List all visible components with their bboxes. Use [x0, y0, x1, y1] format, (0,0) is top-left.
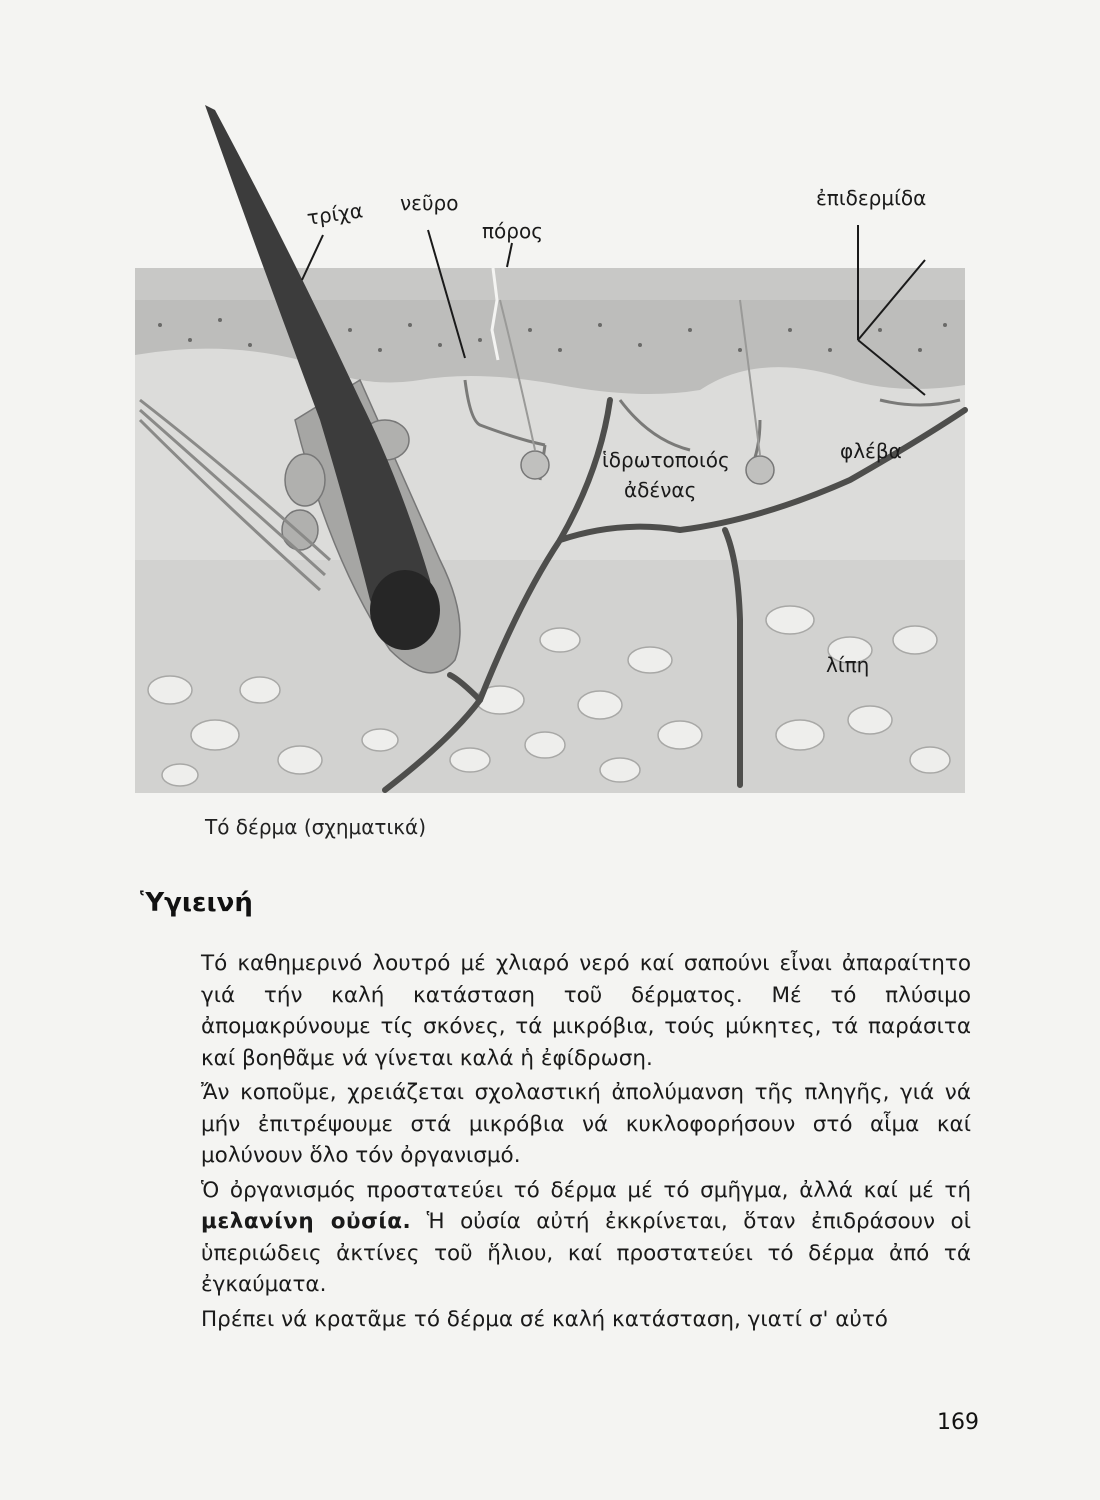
epidermis-layer [135, 268, 965, 300]
page-number: 169 [937, 1410, 979, 1435]
label-vein: φλέβα [840, 439, 902, 463]
label-epidermis: ἐπιδερμίδα [816, 186, 927, 210]
section-heading: Ὑγιεινή [140, 888, 253, 918]
paragraph-3-after: Ἡ οὐσία αὐτή ἐκκρίνεται, ὅταν ἐπιδράσουν οἱ ὑπεριώδεις ἀκτίνες τοῦ ἥλιου, καί προστατεύει τό δέρμα ἀπό τά ἐγκαύματα. [201, 1209, 971, 1297]
label-hair: τρίχα [305, 198, 365, 230]
paragraph-1: Τό καθημερινό λουτρό μέ χλιαρό νερό καί σαπούνι εἶναι ἀπαραίτητο γιά τήν καλή κατάσταση τοῦ δέρματος. Μέ τό πλύσιμο ἀπομακρύνουμε τίς σκόνες, τά μικρόβια, τούς μύκητες, τά παράσιτα καί βοηθᾶμε νά γίνεται καλά ἡ ἐφίδρωση. [201, 951, 971, 1071]
body-text [201, 948, 971, 1335]
figure-caption: Τό δέρμα (σχηματικά) [205, 815, 427, 839]
label-sweat-gland-line2: ἀδένας [624, 478, 697, 502]
melanin-term: μελανίνη οὐσία. [201, 1209, 412, 1234]
label-sweat-gland-line1: ἱδρωτοποιός [602, 448, 730, 472]
paragraph-3-before: Ὁ ὀργανισμός προστατεύει τό δέρμα μέ τό σμῆγμα, ἀλλά καί μέ τή [201, 1177, 971, 1203]
paragraph-4: Πρέπει νά κρατᾶμε τό δέρμα σέ καλή κατάσταση, γιατί σ' αὐτό [201, 1306, 888, 1332]
label-pore: πόρος [482, 219, 543, 243]
label-fat: λίπη [826, 653, 870, 677]
label-nerve: νεῦρο [400, 191, 459, 215]
hair-bulb [370, 570, 440, 650]
paragraph-2: Ἄν κοποῦμε, χρειάζεται σχολαστική ἀπολύμανση τῆς πληγῆς, γιά νά μήν ἐπιτρέψουμε στά μικρόβια νά κυκλοφορήσουν στό αἷμα καί μολύνουν ὅλο τόν ὀργανισμό. [201, 1080, 971, 1168]
paragraph-3 [201, 1175, 971, 1301]
